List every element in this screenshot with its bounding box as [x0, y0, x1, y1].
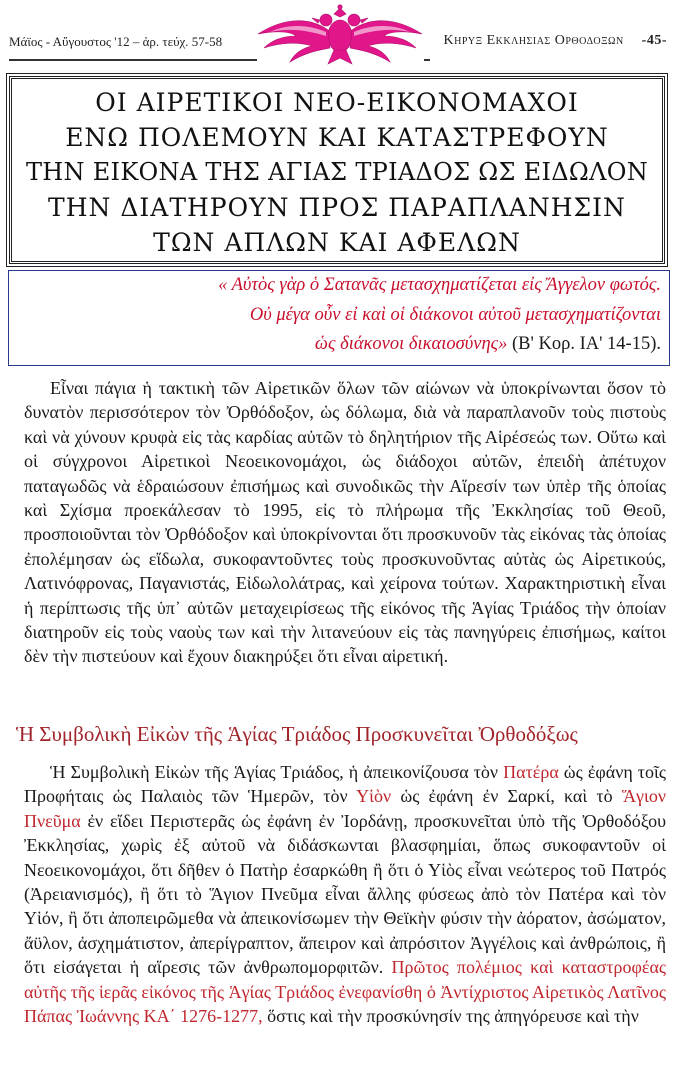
title-line-3: ΤΗΝ ΕΙΚΟΝΑ ΤΗΣ ΑΓΙΑΣ ΤΡΙΑΔΟΣ ΩΣ ΕΙΔΩΛΟΝ: [25, 158, 649, 186]
paragraph-1: [24, 376, 666, 669]
quote-line-2: Οὐ μέγα οὖν εἰ καὶ οἱ διάκονοι αὐτοῦ μετασχηματίζονται: [249, 305, 661, 325]
quote-text-end: ὡς διάκονοι δικαιοσύνης»: [314, 334, 508, 354]
issue-info: Μάϊος - Αὔγουστος '12 – ἀρ. τεύχ. 57-58: [9, 34, 223, 49]
title-line-4: ΤΗΝ ΔΙΑΤΗΡΟΥΝ ΠΡΟΣ ΠΑΡΑΠΛΑΝΗΣΙΝ: [48, 193, 626, 222]
page-header: [0, 0, 679, 68]
journal-title: [444, 33, 667, 49]
quote-line-3: [315, 334, 661, 355]
paragraph-1-text: Εἶναι πάγια ἡ τακτικὴ τῶν Αἱρετικῶν ὅλων τῶν αἰώνων νὰ ὑποκρίνωνται ὅσον τὸ δυνατὸν περισσότερον τὸν Ὀρθόδοξον, ὡς δόλωμα, διὰ νὰ παραπλανοῦν τοὺς πιστοὺς καὶ νὰ χύνουν κρυφὰ εἰς τὰς καρδίας αὐτῶν τὸ δηλητήριον τῆς Αἱρέσεώς των. Οὕτω καὶ οἱ σύγχρονοι Αἱρετικοὶ Νεοεικονομάχοι, ὡς διάδοχοι αὐτῶν, ἐπειδὴ ἀπέτυχον παταγωδῶς νὰ ἑδραιώσουν ἐπισήμως καὶ συνοδικῶς τὴν Αἵρεσίν των ὑπὲρ τῆς ὁποίας καὶ Σχίσμα προεκάλεσαν τὸ 1995, εἰς τὸ πλήρωμα τῆς Ἐκκλησίας τοῦ Θεοῦ, προσποιοῦνται τὸν Ὀρθόδοξον καὶ ὑποκρίνονται ὅτι προσκυνοῦν τὰς εἰκόνας τὰς ὁποίας ἐπολέμησαν ὡς εἴδωλα, συκοφαντοῦντες τοὺς προσκυνοῦντας αὐτὰς ὡς Αἱρετικούς, Λατινόφρονας, Παγανιστάς, Εἰδωλολάτρας, καὶ χείρονα τούτων. Χαρακτηριστικὴ εἶναι ἡ περίπτωσις τῆς ὑπ᾽ αὐτῶν μεταχειρίσεως τῆς εἰκόνος τῆς Ἁγίας Τριάδος τὴν ὁποίαν διατηροῦν εἰς τοὺς ναοὺς των καὶ τὴν λιτανεύουν εἰς τὰς πανηγύρεις ἐπισήμως, καίτοι δὲν τὴν πιστεύουν καὶ ἔχουν διακηρύξει ὅτι εἶναι αἱρετική.: [24, 378, 666, 667]
quote-line-1: « Αὐτὸς γὰρ ὁ Σατανᾶς μετασχηματίζεται εἰς Ἄγγελον φωτός.: [218, 275, 661, 295]
page-number: -45-: [641, 33, 667, 48]
article-title-box: [9, 76, 665, 264]
section-subtitle: Ἡ Συμβολικὴ Εἰκὼν τῆς Ἁγίας Τριάδος Προσκυνεῖται Ὀρθοδόξως: [16, 722, 578, 746]
header-rule-right: [424, 59, 430, 61]
p2-part-c: ὡς ἐφάνη ἐν Σαρκί, καὶ τὸ: [391, 786, 622, 807]
journal-name: Κηρυξ Εκκλησιας Ορθοδοξων: [443, 33, 624, 48]
p2-part-b: ὡς ἐφάνη τοῖς Προφήταις ὡς Παλαιὸς τῶν Ἡμερῶν, τὸν: [24, 762, 666, 807]
p2-patera: Πατέρα: [503, 762, 559, 782]
p2-part-a: Ἡ Συμβολικὴ Εἰκὼν τῆς Ἁγίας Τριάδος, ἡ ἀπεικονίζουσα τὸν: [50, 762, 504, 782]
double-headed-eagle-emblem: [256, 4, 424, 66]
p2-yion: Υἱὸν: [356, 786, 392, 807]
title-line-5: ΤΩΝ ΑΠΛΩΝ ΚΑΙ ΑΦΕΛΩΝ: [153, 228, 521, 257]
paragraph-2-text: [24, 760, 666, 1028]
p2-pneuma: Ἅγιον Πνεῦμα: [24, 786, 666, 831]
header-rule-left: [9, 59, 257, 61]
scripture-quote-box: [8, 270, 670, 366]
p2-part-e: ὅστις καὶ τὴν προσκύνησίν της ἀπηγόρευσε καὶ τὴν: [262, 1006, 639, 1027]
p2-part-d: ἐν εἴδει Περιστερᾶς ὡς ἐφάνη ἐν Ἰορδάνῃ, προσκυνεῖται ὑπὸ τῆς Ὀρθοδόξου Ἐκκλησίας, χωρὶς ἐξ αὐτοῦ νὰ διδάσκωνται βλασφημίαι, ὅπως συκοφαντοῦν οἱ Νεοεικονομάχοι, ὅτι δῆθεν ὁ Πατὴρ ἐσαρκώθη ἢ ὅτι ὁ Υἱὸς εἶναι νεώτερος τοῦ Πατρός (Ἀρειανισμός), ἢ ὅτι τὸ Ἅγιον Πνεῦμα εἶναι ἄλλης φύσεως ἀπὸ τὸν Πατέρα καὶ τὸν Υἱόν, ἢ ὅτι ἀποπειρῶμεθα νὰ ἀπεικονίσωμεν τὴν Θεϊκὴν φύσιν τὴν ἀόρατον, ἀσώματον, ἄϋλον, ἀσχημάτιστον, ἀπερίγραπτον, ἄπειρον καὶ ἀπρόσιτον Ἀγγέλοις καὶ ἀνθρώποις, ἢ ὅτι εἰσάγεται ἡ αἵρεσις τῶν ἀνθρωπομορφιτῶν.: [24, 810, 666, 978]
title-line-1: ΟΙ ΑΙΡΕΤΙΚΟΙ ΝΕΟ-ΕΙΚΟΝΟΜΑΧΟΙ: [95, 88, 579, 117]
quote-reference: (Β' Κορ. ΙΑ' 14-15).: [512, 334, 661, 354]
p2-red-sentence: Πρῶτος πολέμιος καὶ καταστροφέας αὐτῆς τῆς ἱερᾶς εἰκόνος τῆς Ἁγίας Τριάδος ἐνεφανίσθη ὁ Ἀντίχριστος Αἱρετικὸς Λατῖνος Πάπας Ἰωάννης ΚΑ΄ 1276-1277,: [24, 957, 667, 1027]
paragraph-2: [24, 760, 666, 1028]
title-line-2: ΕΝΩ ΠΟΛΕΜΟΥΝ ΚΑΙ ΚΑΤΑΣΤΡΕΦΟΥΝ: [65, 123, 609, 152]
